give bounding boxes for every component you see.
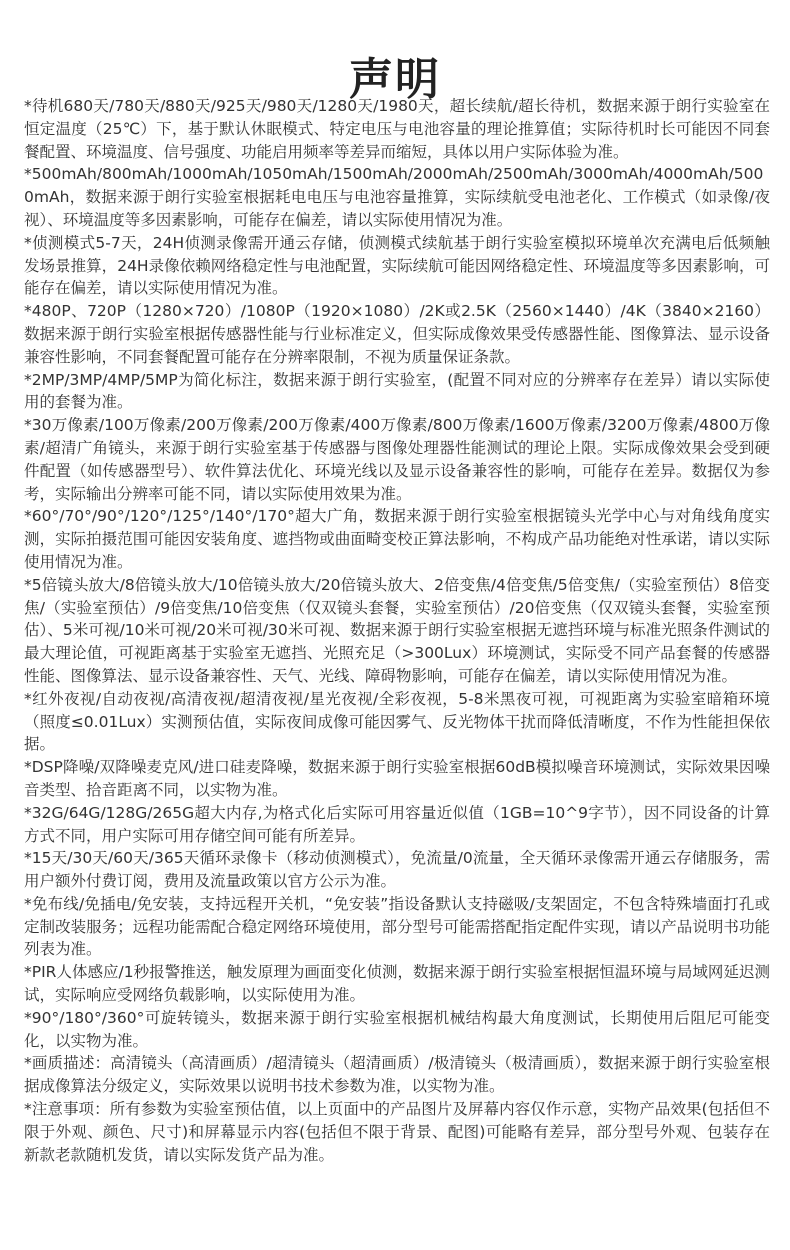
page-title: 声明 [349, 54, 441, 106]
disclaimer-item: *500mAh/800mAh/1000mAh/1050mAh/1500mAh/2000mAh/2500mAh/3000mAh/4000mAh/5000mAh，数据来源于朗行实验室根据耗电电压与电池容量推算，实际续航受电池老化、工作模式（如录像/夜视）、环境温度等多因素影响，可能存在偏差，请以实际使用情况为准。 [24, 165, 770, 229]
disclaimer-item: *侦测模式5-7天，24H侦测录像需开通云存储，侦测模式续航基于朗行实验室模拟环境单次充满电后低频触发场景推算，24H录像依赖网络稳定性与电池配置，实际续航可能因网络稳定性、环境温度等多因素影响，可能存在偏差，请以实际使用情况为准。 [24, 233, 770, 298]
disclaimer-item: *5倍镜头放大/8倍镜头放大/10倍镜头放大/20倍镜头放大、2倍变焦/4倍变焦/5倍变焦/（实验室预估）8倍变焦/（实验室预估）/9倍变焦/10倍变焦（仅双镜头套餐，实验室预估）/20倍变焦（仅双镜头套餐，实验室预估）、5米可视/10米可视/20米可视/30米可视、数据来源于朗行实验室根据无遮挡环境与标准光照条件测试的最大理论值，可视距离基于实验室无遮挡、光照充足（>300Lux）环境测试，实际受不同产品套餐的传感器性能、图像算法、显示设备兼容性、天气、光线、障碍物影响，可能存在偏差，请以实际使用情况为准。 [24, 575, 770, 685]
disclaimer-item: *PIR人体感应/1秒报警推送，触发原理为画面变化侦测，数据来源于朗行实验室根据恒温环境与局域网延迟测试，实际响应受网络负载影响，以实际使用为准。 [24, 963, 770, 1005]
disclaimer-item: *DSP降噪/双降噪麦克风/进口硅麦降噪，数据来源于朗行实验室根据60dB模拟噪音环境测试，实际效果因噪音类型、拾音距离不同，以实物为准。 [24, 758, 770, 799]
disclaimer-item: *画质描述：高清镜头（高清画质）/超清镜头（超清画质）/极清镜头（极清画质），数据来源于朗行实验室根据成像算法分级定义，实际效果以说明书技术参数为准，以实物为准。 [24, 1054, 770, 1096]
disclaimer-item: *60°/70°/90°/120°/125°/140°/170°超大广角，数据来源于朗行实验室根据镜头光学中心与对角线角度实测，实际拍摄范围可能因安装角度、遮挡物或曲面畸变校正算法影响，不构成产品功能绝对性承诺，请以实际使用情况为准。 [24, 507, 770, 571]
disclaimer-item: *待机680天/780天/880天/925天/980天/1280天/1980天，超长续航/超长待机，数据来源于朗行实验室在恒定温度（25℃）下，基于默认休眠模式、特定电压与电池容量的理论推算值；实际待机时长可能因不同套餐配置、环境温度、信号强度、功能启用频率等差异而缩短，具体以用户实际体验为准。 [24, 97, 770, 161]
disclaimer-item: *32G/64G/128G/265G超大内存,为格式化后实际可用容量近似值（1GB=10^9字节），因不同设备的计算方式不同，用户实际可用存储空间可能有所差异。 [24, 803, 770, 845]
disclaimer-item: *红外夜视/自动夜视/高清夜视/超清夜视/星光夜视/全彩夜视，5-8米黑夜可视，可视距离为实验室暗箱环境（照度≤0.01Lux）实测预估值，实际夜间成像可能因雾气、反光物体干扰而降低清晰度，不作为性能担保依据。 [24, 689, 770, 754]
disclaimer-item: *2MP/3MP/4MP/5MP为简化标注，数据来源于朗行实验室，(配置不同对应的分辨率存在差异）请以实际使用的套餐为准。 [24, 370, 770, 412]
disclaimer-item: *30万像素/100万像素/200万像素/200万像素/400万像素/800万像素/1600万像素/3200万像素/4800万像素/超清广角镜头，来源于朗行实验室基于传感器与图像处理器性能测试的理论上限。实际成像效果会受到硬件配置（如传感器型号）、软件算法优化、环境光线以及显示设备兼容性的影响，可能存在差异。数据仅为参考，实际输出分辨率可能不同，请以实际使用效果为准。 [24, 416, 770, 503]
disclaimer-item: *注意事项：所有参数为实验室预估值，以上页面中的产品图片及屏幕内容仅作示意，实物产品效果(包括但不限于外观、颜色、尺寸)和屏幕显示内容(包括但不限于背景、配图)可能略有差异，部分型号外观、包装存在新款老款随机发货，请以实际发货产品为准。 [24, 1100, 770, 1164]
disclaimer-item: *480P、720P（1280×720）/1080P（1920×1080）/2K或2.5K（2560×1440）/4K（3840×2160）数据来源于朗行实验室根据传感器性能与行业标准定义，但实际成像效果受传感器性能、图像算法、显示设备兼容性影响，不同套餐配置可能存在分辨率限制，不视为质量保证条款。 [24, 302, 770, 366]
disclaimer-item: *免布线/免插电/免安装，支持远程开关机，“免安装”指设备默认支持磁吸/支架固定，不包含特殊墙面打孔或定制改装服务；远程功能需配合稳定网络环境使用，部分型号可能需搭配指定配件实现，请以产品说明书功能列表为准。 [24, 894, 770, 959]
disclaimer-list [24, 95, 770, 1166]
disclaimer-item: *90°/180°/360°可旋转镜头，数据来源于朗行实验室根据机械结构最大角度测试，长期使用后阻尼可能变化，以实物为准。 [24, 1008, 770, 1050]
disclaimer-item: *15天/30天/60天/365天循环录像卡（移动侦测模式），免流量/0流量，全天循环录像需开通云存储服务，需用户额外付费订阅，费用及流量政策以官方公示为准。 [24, 849, 770, 891]
